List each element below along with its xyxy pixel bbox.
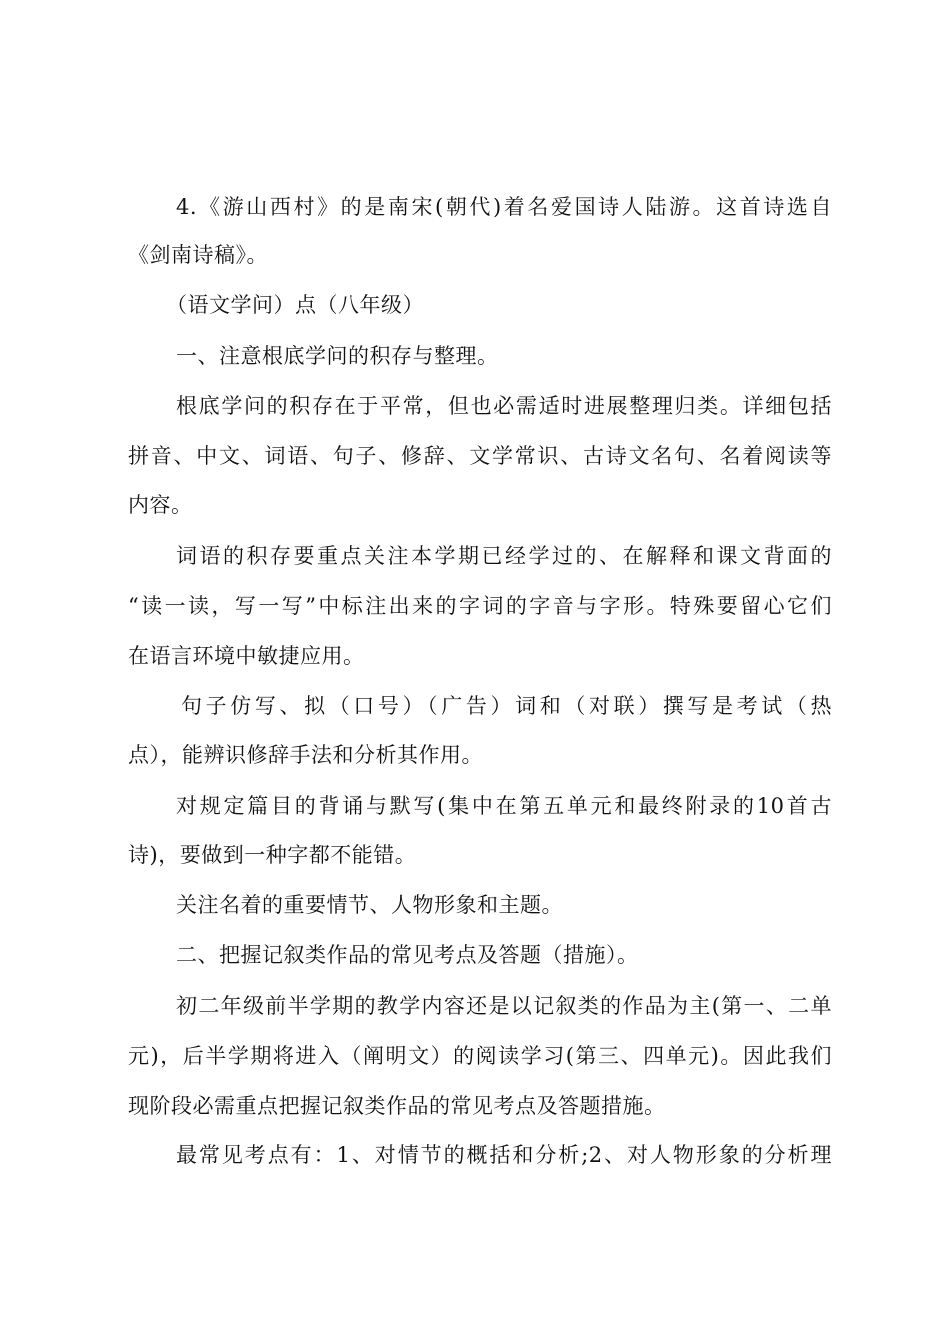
section-heading: （语文学问）点（八年级） — [166, 293, 424, 317]
paragraph-line: 在语言环境中敏捷应用。 — [128, 644, 365, 668]
section-heading: 二、把握记叙类作品的常见考点及答题（措施）。 — [176, 943, 639, 967]
paragraph-line: 4.《游山西村》的是南宋(朝代)着名爱国诗人陆游。这首诗选自 — [176, 195, 832, 219]
section-heading: 一、注意根底学问的积存与整理。 — [176, 344, 499, 368]
paragraph-line: 内容。 — [128, 493, 193, 517]
paragraph-line: 初二年级前半学期的教学内容还是以记叙类的作品为主(第一、二单 — [176, 994, 832, 1018]
paragraph-line: 元)，后半学期将进入（阐明文）的阅读学习(第三、四单元)。因此我们 — [128, 1044, 832, 1068]
paragraph-line: 关注名着的重要情节、人物形象和主题。 — [176, 893, 563, 917]
paragraph-line: 词语的积存要重点关注本学期已经学过的、在解释和课文背面的 — [176, 544, 832, 568]
paragraph-line: 拼音、中文、词语、句子、修辞、文学常识、古诗文名句、名着阅读等 — [128, 444, 832, 468]
paragraph-line: 《剑南诗稿》。 — [128, 243, 268, 267]
paragraph-line: 最常见考点有：1、对情节的概括和分析;2、对人物形象的分析理 — [176, 1143, 832, 1167]
paragraph-line: “读一读，写一写”中标注出来的字词的字音与字形。特殊要留心它们 — [128, 594, 832, 618]
paragraph-line: 句子仿写、拟（口号）（广告）词和（对联）撰写是考试（热 — [181, 694, 832, 718]
paragraph-line: 根底学问的积存在于平常，但也必需适时进展整理归类。详细包括 — [176, 394, 832, 418]
paragraph-line: 诗)，要做到一种字都不能错。 — [128, 843, 417, 867]
paragraph-line: 点），能辨识修辞手法和分析其作用。 — [128, 743, 483, 767]
paragraph-line: 对规定篇目的背诵与默写(集中在第五单元和最终附录的10首古 — [176, 794, 832, 818]
paragraph-line: 现阶段必需重点把握记叙类作品的常见考点及答题措施。 — [128, 1094, 666, 1118]
